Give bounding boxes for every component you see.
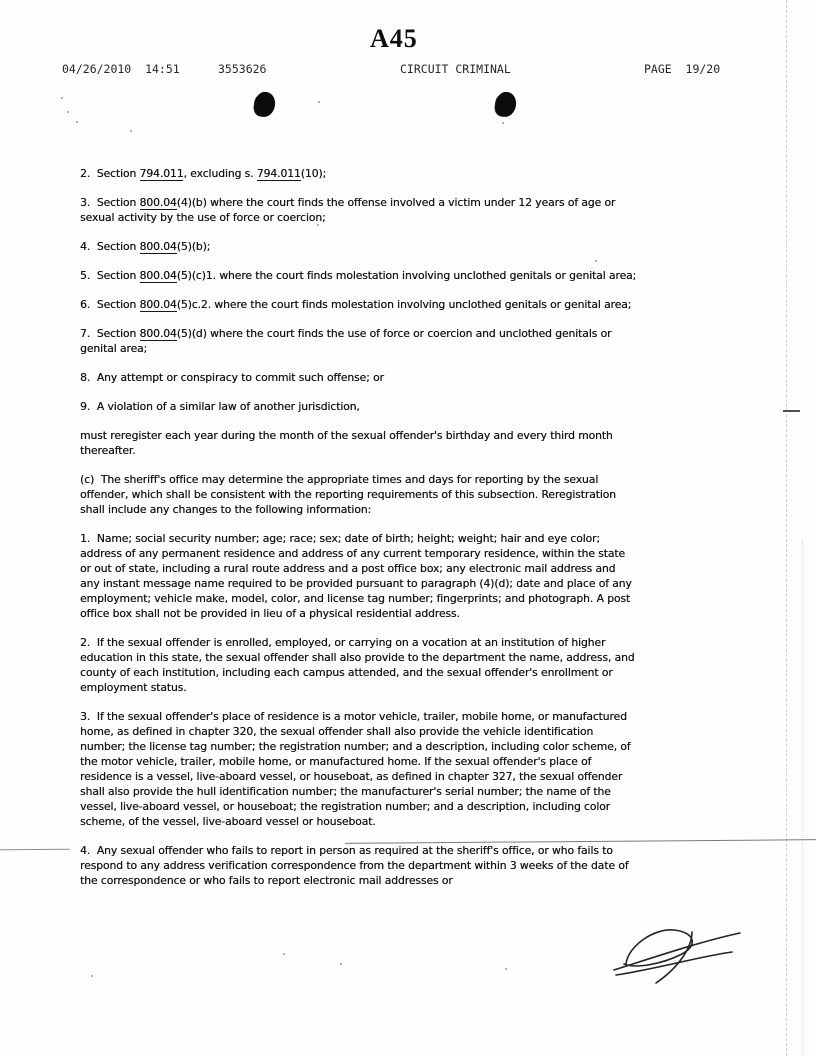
scan-speck xyxy=(91,975,93,977)
paragraph xyxy=(80,166,638,181)
text-run: (5)(d) where the court finds the use of force or coercion and unclothed genitals or genital area; xyxy=(80,327,612,355)
text-run: 3. If the sexual offender's place of residence is a motor vehicle, trailer, mobile home, or manufactured home, as defined in chapter 320, the sexual offender shall also provide the vehicle identification number; the license tag number; the registration number; and a description, including color scheme, of the motor vehicle, trailer, mobile home, or manufactured home. If the sexual offender's place of residence is a vessel, live-aboard vessel, or houseboat, as defined in chapter 327, the sexual offender shall also provide the hull identification number; the manufacturer's serial number; the name of the vessel, live-aboard vessel, or houseboat; the registration number; and a description, including color scheme, of the vessel, live-aboard vessel or houseboat. xyxy=(80,710,631,828)
fax-datetime: 04/26/2010 14:51 xyxy=(62,62,180,76)
paragraph xyxy=(80,370,638,385)
text-run: 1. Name; social security number; age; race; sex; date of birth; height; weight; hair and eye color; address of any permanent residence and address of any current temporary residence, within the state or out of state, including a rural route address and a post office box; any electronic mail address and any instant message name required to be provided pursuant to paragraph (4)(d); date and place of any employment; vehicle make, model, color, and license tag number; fingerprints; and photograph. A post office box shall not be provided in lieu of a physical residential address. xyxy=(80,532,632,620)
text-run: 2. Section xyxy=(80,167,140,180)
text-run: (5)c.2. where the court finds molestation involving unclothed genitals or genital area; xyxy=(176,298,632,311)
text-run: (4)(b) where the court finds the offense involved a victim under 12 years of age or sexual activity by the use of force or coercion; xyxy=(80,196,616,224)
fax-sender-title: CIRCUIT CRIMINAL xyxy=(400,62,511,76)
scan-speck xyxy=(67,111,69,113)
text-run: , excluding s. xyxy=(183,167,257,180)
statute-ref: 794.011 xyxy=(139,167,184,180)
scan-speck xyxy=(130,130,132,132)
text-run: 4. Any sexual offender who fails to report in person as required at the sheriff's office, or who fails to respond to any address verification correspondence from the department within 3 weeks of the date of the correspondence or who fails to report electronic mail addresses or xyxy=(80,844,629,887)
statute-ref: 794.011 xyxy=(256,167,301,180)
text-run: must reregister each year during the month of the sexual offender's birthday and every third month thereafter. xyxy=(80,429,613,457)
text-run: (c) The sheriff's office may determine the appropriate times and days for reporting by the sexual offender, which shall be consistent with the reporting requirements of this subsection. Reregistration shall include any changes to the following information: xyxy=(80,473,616,516)
scan-speck xyxy=(340,963,342,965)
scan-vertical-line-2 xyxy=(802,540,803,1056)
paragraph xyxy=(80,268,638,283)
paragraph xyxy=(80,635,638,695)
paragraph xyxy=(80,297,638,312)
paragraph xyxy=(80,472,638,517)
fax-station-id: 3553626 xyxy=(218,62,267,76)
text-run: (10); xyxy=(300,167,327,180)
text-run: 9. A violation of a similar law of another jurisdiction, xyxy=(80,400,360,413)
text-run: 2. If the sexual offender is enrolled, employed, or carrying on a vocation at an institution of higher education in this state, the sexual offender shall also provide to the department the name, address, and county of each institution, including each campus attended, and the sexual offender's enrollment or employment status. xyxy=(80,636,635,694)
text-run: 3. Section xyxy=(80,196,140,209)
paragraph xyxy=(80,195,638,225)
scan-speck xyxy=(283,953,285,955)
scan-speck xyxy=(76,121,78,123)
text-run: (5)(b); xyxy=(176,240,211,253)
scan-speck xyxy=(318,101,320,103)
hole-punch-mark-left xyxy=(253,91,276,119)
statute-ref: 800.04 xyxy=(139,196,177,209)
paragraph xyxy=(80,428,638,458)
scan-speck xyxy=(502,122,504,124)
document-body xyxy=(80,166,638,902)
scan-dash-mark xyxy=(783,410,800,412)
statute-ref: 800.04 xyxy=(139,240,177,253)
scan-vertical-line xyxy=(786,0,787,1056)
signature-scribble xyxy=(606,912,766,992)
paragraph xyxy=(80,399,638,414)
text-run: 5. Section xyxy=(80,269,140,282)
paragraph xyxy=(80,709,638,829)
exhibit-mark: A45 xyxy=(370,24,418,53)
paragraph xyxy=(80,239,638,254)
scan-horizontal-line-left xyxy=(0,849,70,850)
text-run: (5)(c)1. where the court finds molestation involving unclothed genitals or genital area; xyxy=(176,269,637,282)
text-run: 8. Any attempt or conspiracy to commit such offense; or xyxy=(80,371,384,384)
scan-speck xyxy=(61,97,63,99)
scan-speck xyxy=(505,968,507,970)
hole-punch-mark-right xyxy=(494,91,517,119)
paragraph xyxy=(80,326,638,356)
statute-ref: 800.04 xyxy=(139,327,177,340)
fax-page-count: PAGE 19/20 xyxy=(644,62,721,76)
text-run: 7. Section xyxy=(80,327,140,340)
statute-ref: 800.04 xyxy=(139,298,177,311)
text-run: 4. Section xyxy=(80,240,140,253)
paragraph xyxy=(80,843,638,888)
statute-ref: 800.04 xyxy=(139,269,177,282)
paragraph xyxy=(80,531,638,621)
text-run: 6. Section xyxy=(80,298,140,311)
